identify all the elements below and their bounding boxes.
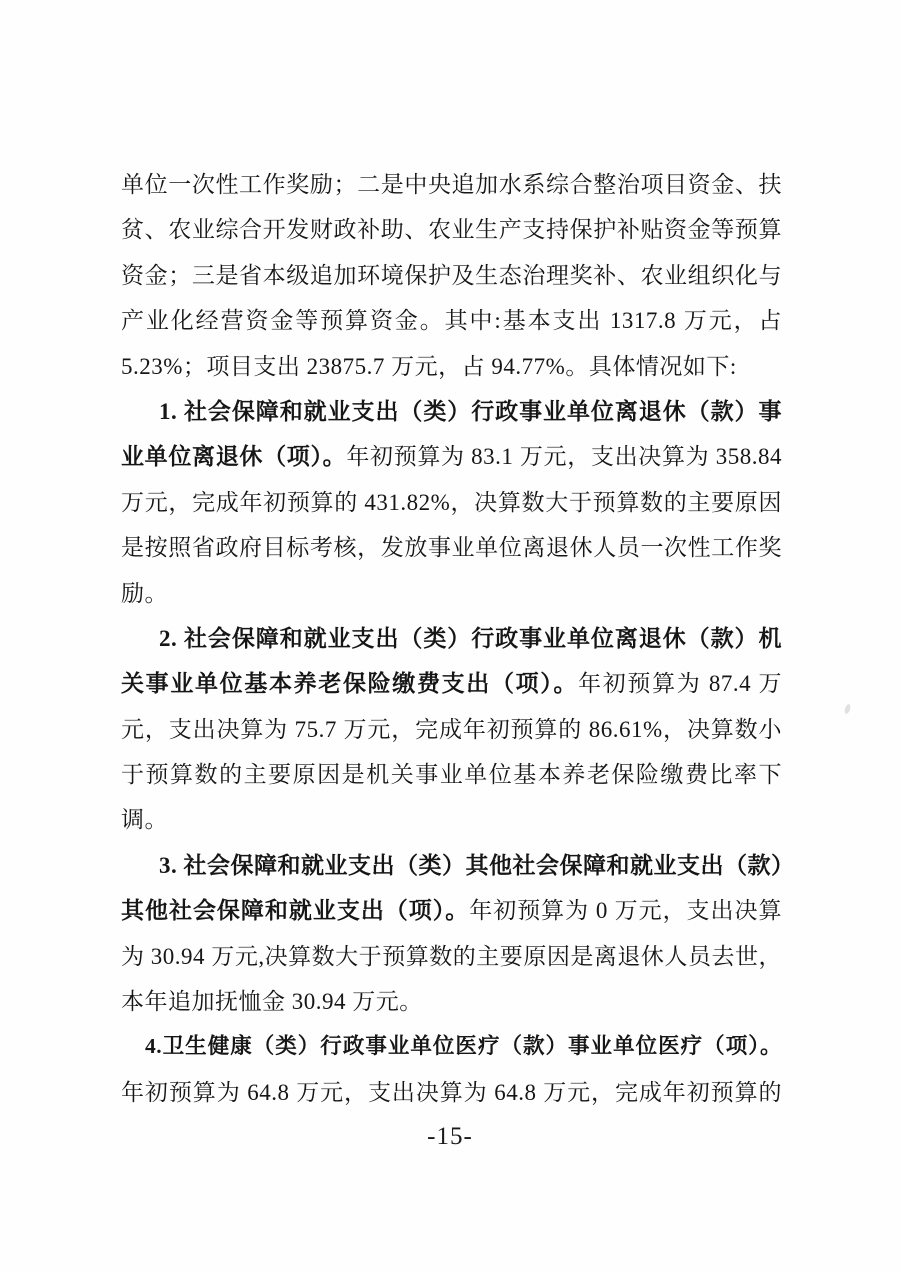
page-number: -15- [427,1123,473,1150]
text-segment: 年初预算为 0 万元，支出决算 [469,898,783,924]
text-line [121,888,782,933]
text-line [121,797,782,842]
text-segment: 资金；三是省本级追加环境保护及生态治理奖补、农业组织化与 [121,262,782,288]
text-line [121,752,782,797]
heading-segment: 4.卫生健康（类）行政事业单位医疗（款）事业单位医疗（项）。 [145,1034,782,1059]
heading-segment: 业单位离退休（项）。 [121,444,347,470]
heading-segment: 1. 社会保障和就业支出（类）行政事业单位离退休（款）事 [159,398,782,424]
text-segment: 5.23%；项目支出 23875.7 万元，占 94.77%。具体情况如下: [121,353,737,379]
text-segment: 产业化经营资金等预算资金。其中:基本支出 1317.8 万元，占 [121,308,782,334]
heading-segment: 2. 社会保障和就业支出（类）行政事业单位离退休（款）机 [159,625,782,651]
text-line [121,525,782,570]
paragraph [121,1024,782,1115]
text-line [121,434,782,479]
paragraph [121,616,782,843]
body-text [121,162,795,1115]
scan-artifact [844,703,852,714]
text-line [121,616,782,661]
text-line [121,843,795,888]
text-line [121,571,782,616]
heading-segment: 其他社会保障和就业支出（项）。 [121,898,470,924]
text-line [121,480,782,525]
text-line [121,298,782,343]
text-segment: 单位一次性工作奖励；二是中央追加水系综合整治项目资金、扶 [121,172,782,197]
text-line [121,707,782,752]
text-line [121,162,782,207]
text-segment: 励。 [121,580,168,606]
text-line [121,207,782,252]
text-segment: 调。 [121,807,168,833]
heading-segment: 关事业单位基本养老保险缴费支出（项）。 [121,671,579,697]
paragraph [121,162,782,389]
heading-segment: 3. 社会保障和就业支出（类）其他社会保障和就业支出（款） [159,852,795,878]
text-line [121,661,782,706]
text-segment: 贫、农业综合开发财政补助、农业生产支持保护补贴资金等预算 [121,217,782,243]
text-line [121,979,782,1024]
text-line [121,389,782,434]
text-segment: 年初预算为 64.8 万元，支出决算为 64.8 万元，完成年初预算的 [121,1079,782,1105]
paragraph [121,389,782,616]
text-segment: 本年追加抚恤金 30.94 万元。 [121,989,423,1015]
text-line [121,253,782,298]
text-line [121,1024,782,1069]
text-segment: 年初预算为 83.1 万元，支出决算为 358.84 [346,444,783,470]
text-segment: 年初预算为 87.4 万 [578,671,783,697]
text-line [121,1070,782,1115]
text-segment: 为 30.94 万元,决算数大于预算数的主要原因是离退休人员去世， [121,943,782,969]
text-segment: 于预算数的主要原因是机关事业单位基本养老保险缴费比率下 [121,762,782,788]
paragraph [121,843,795,1025]
text-segment: 是按照省政府目标考核，发放事业单位离退休人员一次性工作奖 [121,535,782,561]
text-line [121,934,782,979]
text-segment: 元，支出决算为 75.7 万元，完成年初预算的 86.61%，决算数小 [121,716,782,742]
text-line [121,344,782,389]
text-segment: 万元，完成年初预算的 431.82%，决算数大于预算数的主要原因 [121,489,782,515]
